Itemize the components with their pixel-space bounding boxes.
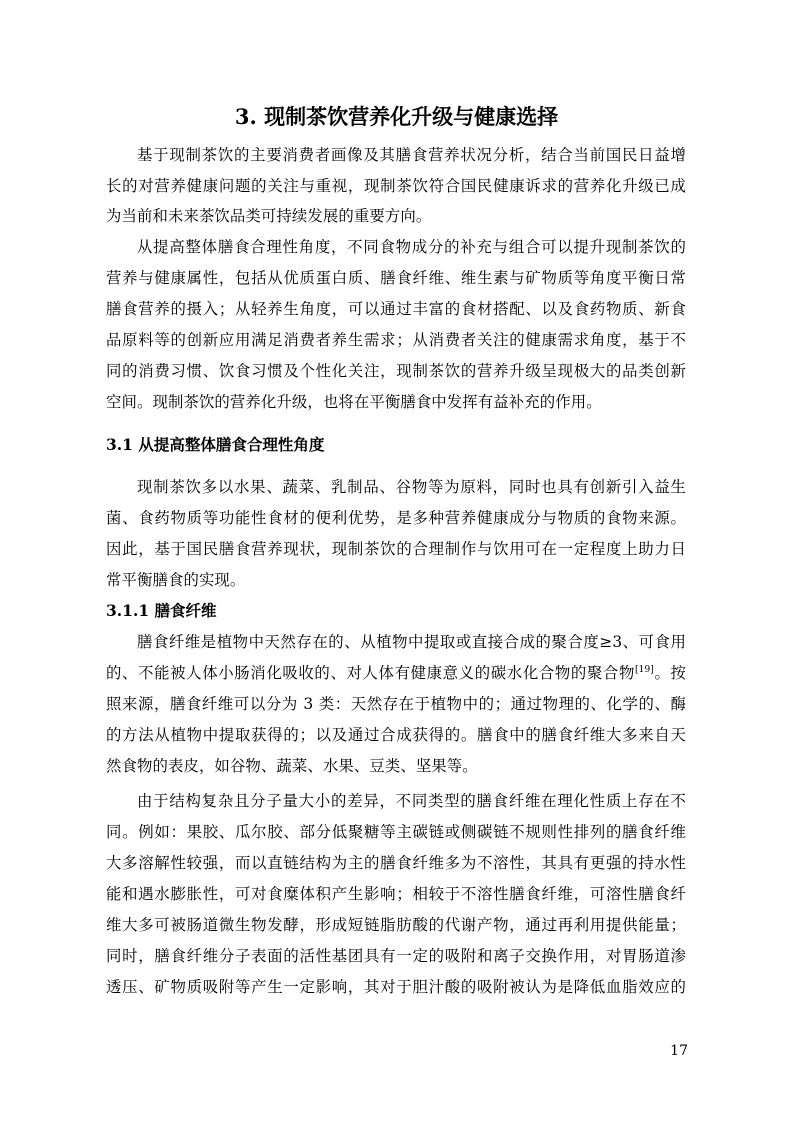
paragraph-line: 长的对营养健康问题的关注与重视，现制茶饮符合国民健康诉求的营养化升级已成 bbox=[106, 177, 686, 195]
citation-ref: [19] bbox=[635, 664, 654, 675]
paragraph-line: 现制茶饮多以水果、蔬菜、乳制品、谷物等为原料，同时也具有创新引入益生 bbox=[137, 478, 686, 496]
subsubsection-heading: 3.1.1 膳食纤维 bbox=[106, 601, 217, 620]
paragraph-text: 。按 bbox=[653, 664, 686, 682]
paragraph-line: 照来源，膳食纤维可以分为 3 类：天然存在于植物中的；通过物理的、化学的、酶 bbox=[106, 695, 686, 713]
subsection-heading: 3.1 从提高整体膳食合理性角度 bbox=[106, 435, 325, 454]
paragraph-line bbox=[106, 662, 686, 684]
paragraph-line: 维大多可被肠道微生物发酵，形成短链脂肪酸的代谢产物，通过再利用提供能量； bbox=[106, 916, 686, 934]
paragraph-line: 基于现制茶饮的主要消费者画像及其膳食营养状况分析，结合当前国民日益增 bbox=[137, 146, 686, 164]
paragraph-line: 同时，膳食纤维分子表面的活性基团具有一定的吸附和离子交换作用，对胃肠道渗 bbox=[106, 947, 686, 965]
section-title: 3. 现制茶饮营养化升级与健康选择 bbox=[234, 104, 559, 129]
paragraph-line: 因此，基于国民膳食营养现状，现制茶饮的合理制作与饮用可在一定程度上助力日 bbox=[106, 540, 686, 558]
paragraph-line: 同。例如：果胶、瓜尔胶、部分低聚糖等主碳链或侧碳链不规则性排列的膳食纤维 bbox=[106, 823, 686, 841]
paragraph-line: 同的消费习惯、饮食习惯及个性化关注，现制茶饮的营养升级呈现极大的品类创新 bbox=[106, 362, 686, 380]
paragraph-line: 为当前和未来茶饮品类可持续发展的重要方向。 bbox=[106, 207, 432, 225]
paragraph-line: 然食物的表皮，如谷物、蔬菜、水果、豆类、坚果等。 bbox=[106, 757, 478, 775]
paragraph-line: 透压、矿物质吸附等产生一定影响，其对于胆汁酸的吸附被认为是降低血脂效应的 bbox=[106, 978, 686, 996]
paragraph-line: 膳食纤维是植物中天然存在的、从植物中提取或直接合成的聚合度≥3、可食用 bbox=[137, 633, 686, 651]
paragraph-line: 膳食营养的摄入；从轻养生角度，可以通过丰富的食材搭配、以及食药物质、新食 bbox=[106, 300, 686, 318]
paragraph-line: 常平衡膳食的实现。 bbox=[106, 571, 246, 589]
paragraph-line: 大多溶解性较强，而以直链结构为主的膳食纤维多为不溶性，其具有更强的持水性 bbox=[106, 854, 686, 872]
paragraph-line: 由于结构复杂且分子量大小的差异，不同类型的膳食纤维在理化性质上存在不 bbox=[137, 792, 686, 810]
paragraph-line: 空间。现制茶饮的营养化升级，也将在平衡膳食中发挥有益补充的作用。 bbox=[106, 393, 602, 411]
paragraph-line: 营养与健康属性，包括从优质蛋白质、膳食纤维、维生素与矿物质等角度平衡日常 bbox=[106, 269, 686, 287]
paragraph-line: 从提高整体膳食合理性角度，不同食物成分的补充与组合可以提升现制茶饮的 bbox=[137, 238, 686, 256]
paragraph-text: 的、不能被人体小肠消化吸收的、对人体有健康意义的碳水化合物的聚合物 bbox=[106, 664, 636, 682]
paragraph-line: 的方法从植物中提取获得的；以及通过合成获得的。膳食中的膳食纤维大多来自天 bbox=[106, 726, 686, 744]
paragraph-line: 品原料等的创新应用满足消费者养生需求；从消费者关注的健康需求角度，基于不 bbox=[106, 331, 686, 349]
page-number: 17 bbox=[670, 1043, 688, 1059]
paragraph-line: 能和遇水膨胀性，可对食糜体积产生影响；相较于不溶性膳食纤维，可溶性膳食纤 bbox=[106, 885, 686, 903]
paragraph-line: 菌、食药物质等功能性食材的便利优势，是多种营养健康成分与物质的食物来源。 bbox=[106, 509, 686, 527]
